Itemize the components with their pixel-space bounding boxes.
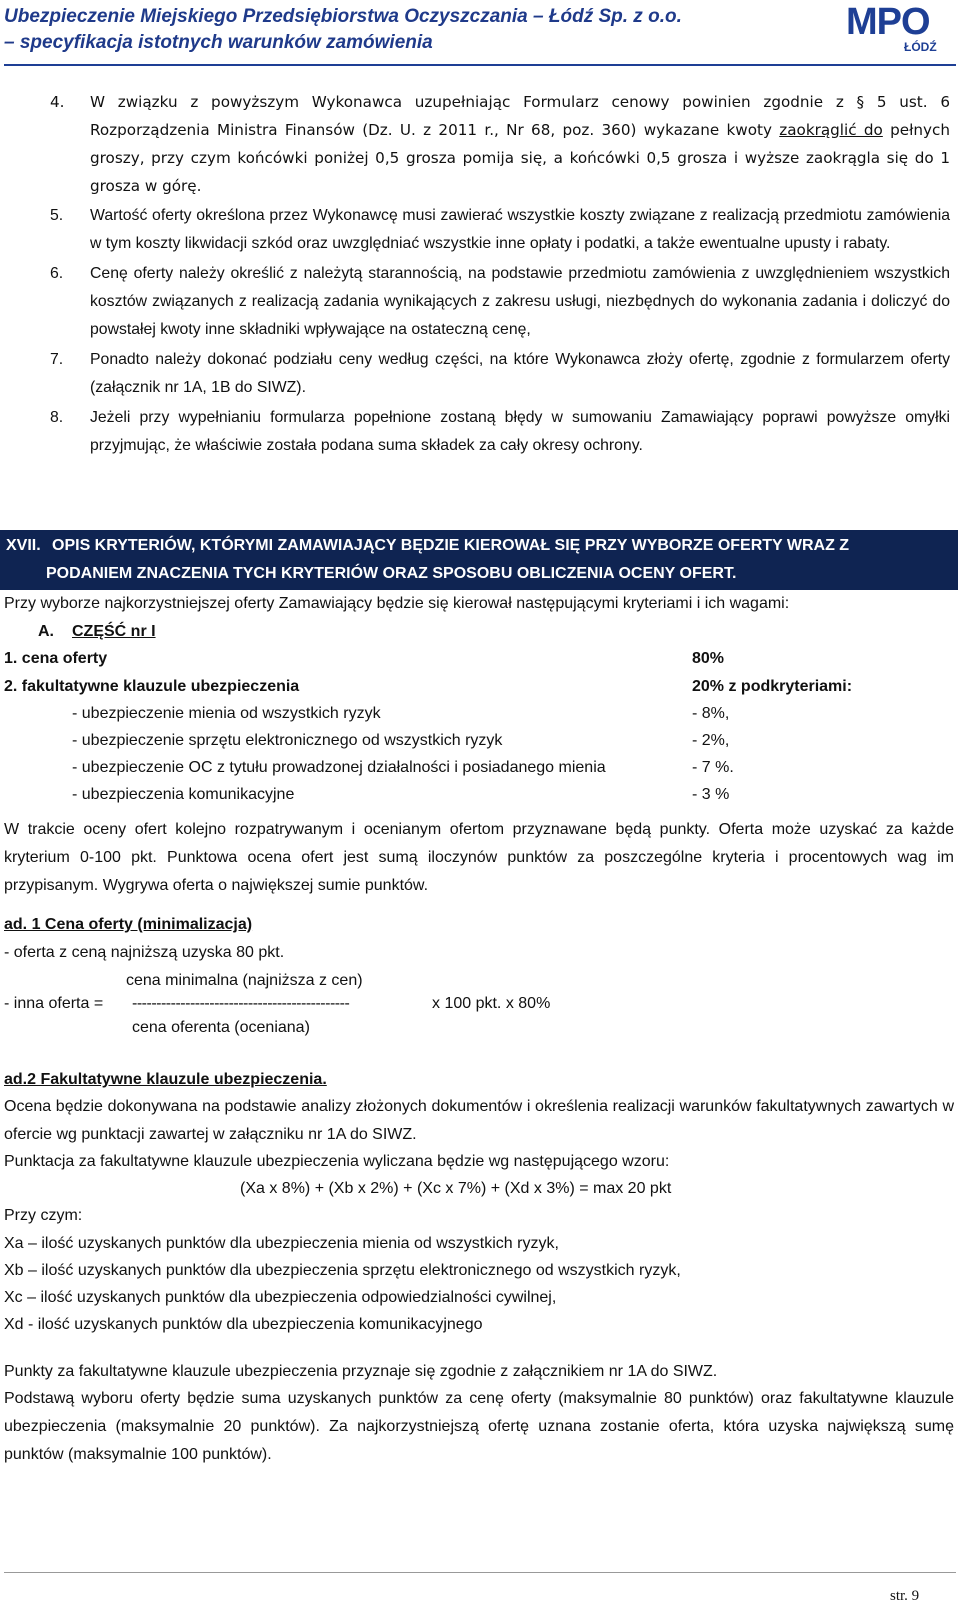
list-text: Ponadto należy dokonać podziału ceny według części, na które Wykonawca złoży ofertę, zgodnie z formularzem oferty (załącznik nr 1A, 1B do SIWZ).: [90, 351, 950, 396]
criteria-intro: Przy wyborze najkorzystniejszej oferty Zamawiający będzie się kierował następującymi kryteriami i ich wagami:: [4, 595, 790, 612]
criterion-weight: 20% z podkryteriami:: [692, 678, 853, 695]
ad1-best-offer: - oferta z ceną najniższą uzyska 80 pkt.: [4, 944, 285, 961]
list-item: [44, 202, 950, 258]
list-item: [44, 260, 950, 344]
formula-multiplier: x 100 pkt. x 80%: [432, 995, 551, 1012]
criterion-label: 2. fakultatywne klauzule ubezpieczenia: [4, 678, 300, 695]
title-line-2: – specyfikacja istotnych warunków zamówienia: [4, 32, 433, 53]
list-item: [44, 88, 950, 200]
list-number: 5.: [50, 207, 64, 224]
subcriterion-weight: - 8%,: [692, 705, 730, 722]
list-text: Wartość oferty określona przez Wykonawcę musi zawierać wszystkie koszty związane z realizacją przedmiotu zamówienia w tym koszty likwidacji szkód oraz uwzględniać wszystkie inne opłaty i podatki, a także ewentualne upusty i rabaty.: [90, 207, 950, 252]
list-number: 8.: [50, 409, 64, 426]
list-number: 4.: [50, 93, 65, 111]
subcriterion-label: - ubezpieczenie mienia od wszystkich ryzyk: [72, 705, 381, 722]
ad2-where: Przy czym:: [4, 1207, 83, 1224]
list-number: 7.: [50, 351, 64, 368]
footer-divider: [4, 1572, 956, 1573]
part-letter: A.: [38, 623, 54, 640]
ad2-formula: (Xa x 8%) + (Xb x 2%) + (Xc x 7%) + (Xd x 3%) = max 20 pkt: [240, 1180, 672, 1197]
section-title-line-2: PODANIEM ZNACZENIA TYCH KRYTERIÓW ORAZ SPOSOBU OBLICZENIA OCENY OFERT.: [46, 565, 737, 582]
variable-definition: Xa – ilość uzyskanych punktów dla ubezpieczenia mienia od wszystkich ryzyk,: [4, 1235, 559, 1252]
formula-denominator: cena oferenta (oceniana): [132, 1019, 310, 1036]
assessment-paragraph: W trakcie oceny ofert kolejno rozpatrywanym i ocenianym ofertom przyznawane będą punkty. Oferta może uzyskać za każde kryterium 0-100 pkt. Punktowa ocena ofert jest sumą iloczynów punktów za poszczególne kryteria i procentowych wag im przypisanym. Wygrywa oferta o największej sumie punktów.: [4, 821, 954, 894]
ad2-paragraph: Ocena będzie dokonywana na podstawie analizy złożonych dokumentów i określenia realizacji warunków fakultatywnych zawartych w ofercie wg punktacji zawartej w załączniku nr 1A do SIWZ.: [4, 1098, 954, 1143]
logo-text: MPO: [846, 1, 930, 43]
list-item: [44, 346, 950, 402]
selection-basis-paragraph: Podstawą wyboru oferty będzie suma uzyskanych punktów za cenę oferty (maksymalnie 80 punktów) oraz fakultatywne klauzule ubezpieczenia (maksymalnie 20 punktów). Za najkorzystniejszą ofertę uznana zostanie oferta, która uzyska największą sumę punktów (maksymalnie 100 punktów).: [4, 1390, 954, 1463]
list-text: W związku z powyższym Wykonawca uzupełniając Formularz cenowy powinien zgodnie z § 5 ust. 6 Rozporządzenia Ministra Finansów (Dz. U. z 2011 r., Nr 68, poz. 360) wykazane kwoty zaokrąglić do pełnych groszy, przy czym końcówki poniżej 0,5 grosza pomija się, a końcówki 0,5 grosza i wyższe zaokrągla się do 1 grosza w górę.: [90, 93, 951, 195]
subcriterion-label: - ubezpieczenie sprzętu elektronicznego od wszystkich ryzyk: [72, 732, 503, 749]
document-title: [4, 4, 682, 56]
subcriterion-label: - ubezpieczenia komunikacyjne: [72, 786, 295, 803]
criterion-label: 1. cena oferty: [4, 650, 108, 667]
subcriterion-weight: - 7 %.: [692, 759, 734, 776]
ad2-heading: ad.2 Fakultatywne klauzule ubezpieczenia.: [4, 1071, 327, 1088]
formula-fraction-line: ---------------------------------------------: [132, 995, 350, 1012]
numbered-list: [44, 88, 950, 460]
variable-definition: Xd - ilość uzyskanych punktów dla ubezpieczenia komunikacyjnego: [4, 1316, 483, 1333]
list-number: 6.: [50, 265, 64, 282]
part-label: CZĘŚĆ nr I: [72, 623, 156, 640]
section-title-line-1: OPIS KRYTERIÓW, KTÓRYMI ZAMAWIAJĄCY BĘDZIE KIEROWAŁ SIĘ PRZY WYBORZE OFERTY WRAZ Z: [52, 537, 850, 554]
subcriterion-label: - ubezpieczenie OC z tytułu prowadzonej działalności i posiadanego mienia: [72, 759, 606, 776]
criterion-weight: 80%: [692, 650, 725, 667]
mpo-logo: [846, 2, 946, 56]
subcriterion-weight: - 3 %: [692, 786, 730, 803]
formula-numerator: cena minimalna (najniższa z cen): [126, 972, 363, 989]
list-text: Jeżeli przy wypełnianiu formularza popełnione zostaną błędy w sumowaniu Zamawiający poprawi powyższe omyłki przyjmując, że właściwie została podana suma składek za cały okresy ochrony.: [90, 409, 950, 454]
page-number: str. 9: [890, 1588, 920, 1604]
section-number: XVII.: [6, 537, 41, 554]
ad2-formula-intro: Punktacja za fakultatywne klauzule ubezpieczenia wyliczana będzie wg następującego wzoru:: [4, 1153, 670, 1170]
formula-lhs: - inna oferta =: [4, 995, 104, 1012]
subcriterion-weight: - 2%,: [692, 732, 730, 749]
ad1-heading: ad. 1 Cena oferty (minimalizacja): [4, 916, 253, 933]
section-heading: [0, 530, 958, 590]
list-text: Cenę oferty należy określić z należytą starannością, na podstawie przedmiotu zamówienia z uwzględnieniem wszystkich kosztów związanych z realizacją zadania wynikających z zakresu usługi, niezbędnych do wykonania zadania i doliczyć do powstałej kwoty inne składniki wpływające na ostateczną cenę,: [90, 265, 950, 338]
title-line-1: Ubezpieczenie Miejskiego Przedsiębiorstwa Oczyszczania – Łódź Sp. z o.o.: [4, 6, 682, 27]
ad2-attachment-note: Punkty za fakultatywne klauzule ubezpieczenia przyznaje się zgodnie z załącznikiem nr 1A do SIWZ.: [4, 1363, 718, 1380]
variable-definition: Xc – ilość uzyskanych punktów dla ubezpieczenia odpowiedzialności cywilnej,: [4, 1289, 557, 1306]
variable-definition: Xb – ilość uzyskanych punktów dla ubezpieczenia sprzętu elektronicznego od wszystkich ryzyk,: [4, 1262, 681, 1279]
page-header: [0, 0, 960, 62]
logo-city: ŁÓDŹ: [904, 40, 937, 54]
list-item: [44, 404, 950, 460]
header-divider: [4, 64, 956, 66]
